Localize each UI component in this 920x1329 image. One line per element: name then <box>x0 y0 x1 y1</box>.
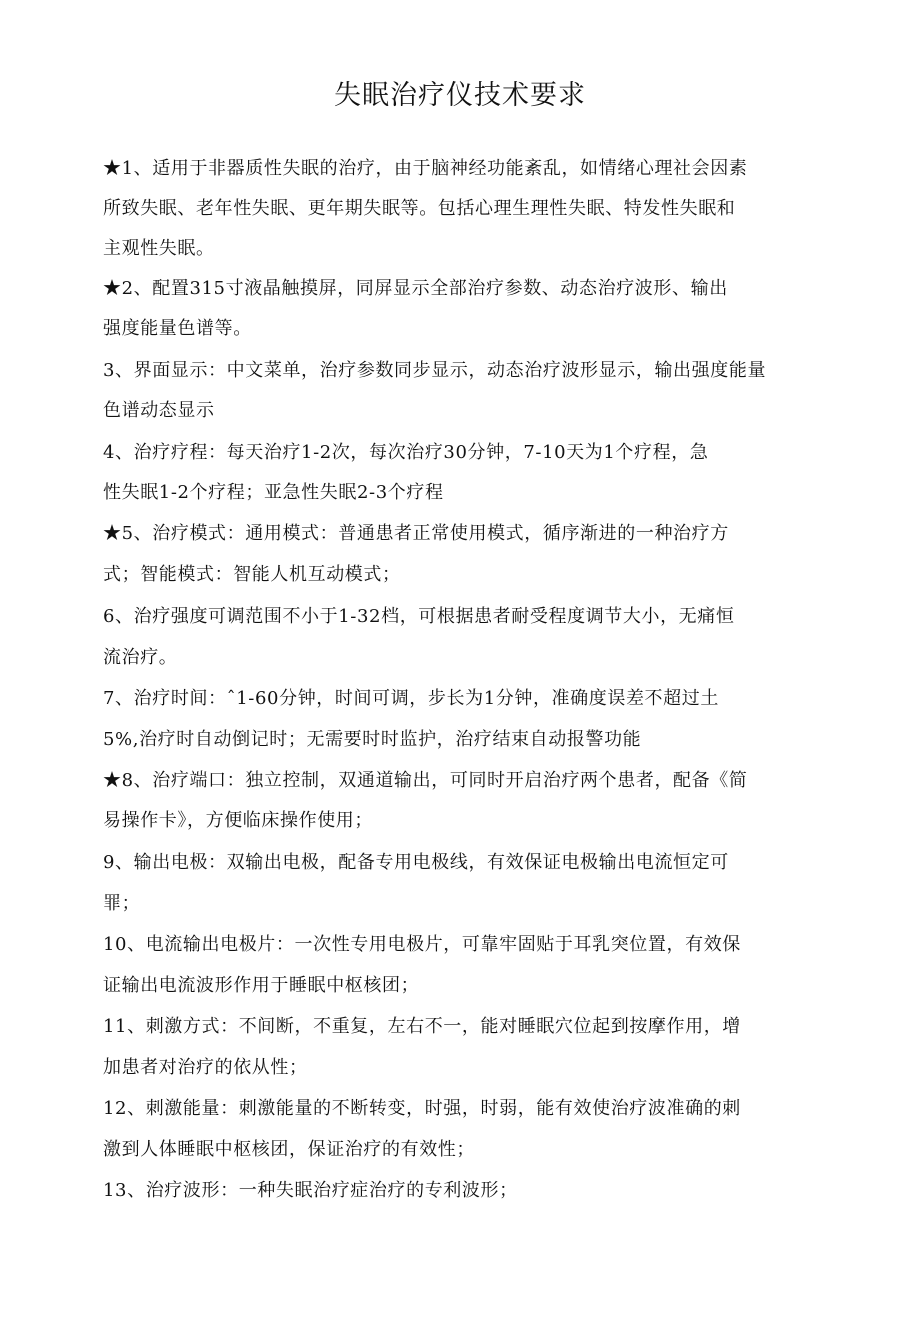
text-line: ★8、治疗端口：独立控制，双通道输出，可同时开启治疗两个患者，配备《简 <box>103 770 748 791</box>
text-line: 加患者对治疗的依从性； <box>103 1057 308 1078</box>
text-line: 所致失眠、老年性失眠、更年期失眠等。包括心理生理性失眠、特发性失眠和 <box>103 198 736 219</box>
text-line: 主观性失眠。 <box>103 238 215 259</box>
text-line: 流治疗。 <box>103 647 178 668</box>
text-line: 11、刺激方式：不间断，不重复，左右不一，能对睡眠穴位起到按摩作用，增 <box>103 1016 741 1037</box>
text-line: 易操作卡》，方便临床操作使用； <box>103 810 373 831</box>
text-line: 式；智能模式：智能人机互动模式； <box>103 564 401 585</box>
text-line: 12、刺激能量：刺激能量的不断转变，时强，时弱，能有效使治疗波准确的刺 <box>103 1098 741 1119</box>
document-title: 失眠治疗仪技术要求 <box>334 80 586 111</box>
text-line: 9、输出电极：双输出电极，配备专用电极线，有效保证电极输出电流恒定可 <box>103 852 729 873</box>
text-line: 7、治疗时间：ˆ1-60分钟，时间可调，步长为1分钟，准确度误差不超过土 <box>103 688 719 709</box>
text-line: 13、治疗波形：一种失眠治疗症治疗的专利波形； <box>103 1180 518 1201</box>
text-line: 色谱动态显示 <box>103 400 215 421</box>
text-line: 3、界面显示：中文菜单，治疗参数同步显示，动态治疗波形显示，输出强度能量 <box>103 360 767 381</box>
text-line: ★5、治疗模式：通用模式：普通患者正常使用模式，循序渐进的一种治疗方 <box>103 523 729 544</box>
text-line: 6、治疗强度可调范围不小于1-32档，可根据患者耐受程度调节大小，无痛恒 <box>103 606 735 627</box>
text-line: 5%,治疗时自动倒记时；无需要时时监护，治疗结束自动报警功能 <box>103 729 642 750</box>
text-line: 罪； <box>103 893 141 914</box>
text-line: ★2、配置315寸液晶触摸屏，同屏显示全部治疗参数、动态治疗波形、输出 <box>103 278 728 299</box>
text-line: 性失眠1-2个疗程；亚急性失眠2-3个疗程 <box>103 482 444 503</box>
text-line: 证输出电流波形作用于睡眠中枢核团； <box>103 975 420 996</box>
text-line: 10、电流输出电极片：一次性专用电极片，可靠牢固贴于耳乳突位置，有效保 <box>103 934 741 955</box>
text-line: 4、治疗疗程：每天治疗1-2次，每次治疗30分钟，7-10天为1个疗程，急 <box>103 442 709 463</box>
text-line: ★1、适用于非器质性失眠的治疗，由于脑神经功能紊乱，如情绪心理社会因素 <box>103 158 748 179</box>
text-line: 激到人体睡眠中枢核团，保证治疗的有效性； <box>103 1139 475 1160</box>
text-line: 强度能量色谱等。 <box>103 318 252 339</box>
